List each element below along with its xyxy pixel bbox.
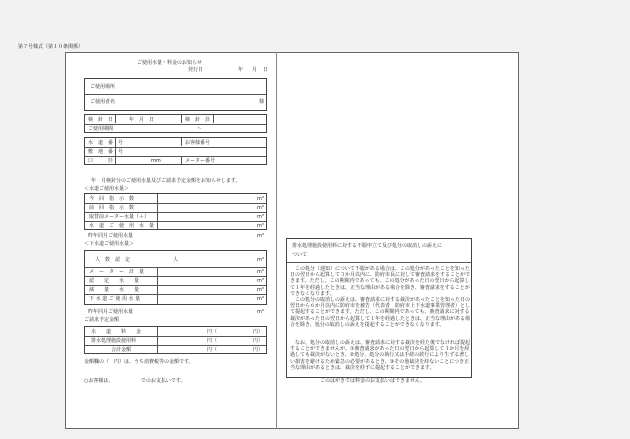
water-prev-year-label: 昨年同月ご使用水量 <box>88 233 134 239</box>
footer-note: このはがきでは料金のお支払いはできません。 <box>320 378 426 384</box>
m3-unit: m³ <box>257 223 264 229</box>
sewer-section-title: ＜下水道ご使用水量＞ <box>84 241 135 247</box>
row-line <box>85 124 266 125</box>
customer-no-label: お客様番号 <box>185 140 211 146</box>
yen-close: 円） <box>253 329 264 335</box>
charge-section-title: ご請求予定金額 <box>84 317 120 323</box>
row-line <box>85 285 266 286</box>
form-number: 第７号様式（第１０条関係） <box>18 44 84 50</box>
m3-unit: m³ <box>257 214 264 220</box>
row-line <box>85 156 266 157</box>
charge-row-label: 排水処理施設使用料 <box>91 338 137 344</box>
charge-row-label: 合計金額 <box>111 347 132 353</box>
issue-year: 年 <box>238 67 244 73</box>
m3-unit: m³ <box>257 233 264 239</box>
col-line <box>181 156 182 164</box>
col-line <box>181 138 182 146</box>
m3-unit: m³ <box>257 257 264 263</box>
sewer-row-label: 下 水 道 ご 使 用 水 量 <box>89 296 141 302</box>
m3-unit: m³ <box>257 278 264 284</box>
row-line <box>85 94 266 95</box>
col-line <box>213 115 214 123</box>
issue-month: 月 <box>252 67 258 73</box>
sewer-people-label: 人 数 認 定 <box>95 257 131 263</box>
payment-note: ○お客様は、 でのお支払いです。 <box>84 378 186 384</box>
row-line <box>85 203 266 204</box>
sewer-people-unit: 人 <box>173 257 179 263</box>
meter-date-label: 検 針 日 <box>88 117 114 123</box>
appeal-para3: なお、処分の取消しの訴えは、審査請求に対する裁決を経た後でなければ提起することができませんが、①審査請求があった日の翌日から起算して３か月を経過しても裁決がないとき、②処分、処分の執行又は手続の続行により生ずる著しい損害を避けるため緊急の必要があるとき、③その他裁決を経ないことにつき正当な理由があるときは、裁決を経ずに提起することができます。 <box>290 340 471 371</box>
fold-divider <box>276 52 277 429</box>
appeal-para2: この処分の取消しの訴えは、審査請求に対する裁決があったことを知った日の翌日から６か月以内に防府市を被告（代表者 防府市上下水道事業管理者）として提起することができます。ただし、この期間内であっても、審査請求に対する裁決があった日の翌日から起算して１年を経過したときは、正当な理由がある場合を除き、処分の取消しの訴えを提起することができなくなります。 <box>290 297 471 328</box>
inspector-label: 検 針 員 <box>185 117 211 123</box>
notice-text: 年 月検針分のご使用水量及びご請求予定金額をお知らせします。 <box>91 178 241 184</box>
row-line <box>85 336 266 337</box>
sewer-prev-year-label: 昨年同月ご使用水量 <box>88 309 134 315</box>
col-line <box>157 327 158 353</box>
m3-unit: m³ <box>257 269 264 275</box>
appeal-title-line1: 排水処理施設使用料に対する不服申立て及び処分の取消しの訴えに <box>292 243 443 249</box>
col-line <box>157 194 158 229</box>
col-line <box>157 267 158 304</box>
row-line <box>85 212 266 213</box>
issue-day: 日 <box>263 67 269 73</box>
sewer-row-label: 減 量 水 量 <box>89 287 140 293</box>
appeal-para1: この処分（通知）について不服がある場合は、この処分があったことを知った日の翌日から起算して３か月以内に、防府市長に対して審査請求をすることができます。ただし、この期間内であっても、この処分があった日の翌日から起算して１年を経過したときは、正当な理由がある場合を除き、審査請求をすることができなくなります。 <box>290 266 471 297</box>
m3-unit: m³ <box>257 296 264 302</box>
water-no-label: 水 道 番 号 <box>88 140 124 146</box>
water-row-label: 水 道 ご 使 用 水 量 <box>89 223 155 229</box>
appeal-notice-box <box>286 238 472 378</box>
address-label: ご使用場所 <box>90 84 116 90</box>
tax-note: 金額欄の（ 円）は、うち消費税等の金額です。 <box>84 359 194 365</box>
water-row-label: 今 回 指 示 数 <box>89 196 135 202</box>
m3-unit: m³ <box>257 196 264 202</box>
row-line <box>287 262 471 263</box>
m3-unit: m³ <box>257 309 264 315</box>
m3-unit: m³ <box>257 287 264 293</box>
water-number-box <box>84 137 267 165</box>
honorific: 様 <box>259 99 265 105</box>
diameter-unit: mm <box>151 158 161 164</box>
yen-paren: 円（ <box>207 347 218 353</box>
meter-date-box <box>84 114 267 133</box>
row-line <box>85 345 266 346</box>
charge-table <box>84 326 267 354</box>
appeal-title-line2: ついて <box>292 252 308 258</box>
yen-paren: 円（ <box>207 338 218 344</box>
period-label: ご使用期間 <box>88 126 114 132</box>
diameter-label: 口 径 <box>88 158 114 164</box>
water-section-title: ＜水道ご使用水量＞ <box>84 186 130 192</box>
yen-close: 円） <box>253 347 264 353</box>
row-line <box>85 267 266 268</box>
col-line <box>115 115 116 123</box>
water-row-label: 前 回 指 示 数 <box>89 205 135 211</box>
yen-paren: 円（ <box>207 329 218 335</box>
row-line <box>85 276 266 277</box>
notice-title: ご使用水量・料金のお知らせ <box>137 60 202 66</box>
yen-close: 円） <box>253 338 264 344</box>
sewer-row-label: 認 定 水 量 <box>89 278 140 284</box>
row-line <box>85 147 266 148</box>
sewer-row-label: メ ー タ ー 計 量 <box>89 269 145 275</box>
charge-row-label: 水 道 料 金 <box>91 329 142 335</box>
col-line <box>181 115 182 123</box>
meter-date-value: 年 月 日 <box>129 117 155 123</box>
issue-date-label: 発行日 <box>188 67 204 73</box>
lot-no-label: 敷 地 番 号 <box>88 149 124 155</box>
name-label: ご使用者名 <box>90 99 116 105</box>
water-row-label: 取替前メーター水量（＋） <box>89 214 150 220</box>
water-usage-table <box>84 193 267 230</box>
row-line <box>85 221 266 222</box>
m3-unit: m³ <box>257 205 264 211</box>
period-tilde: ～ <box>197 126 203 132</box>
row-line <box>85 294 266 295</box>
meter-no-label: メーター番号 <box>185 158 216 164</box>
address-name-box <box>84 78 267 111</box>
sewer-usage-table <box>84 250 267 305</box>
